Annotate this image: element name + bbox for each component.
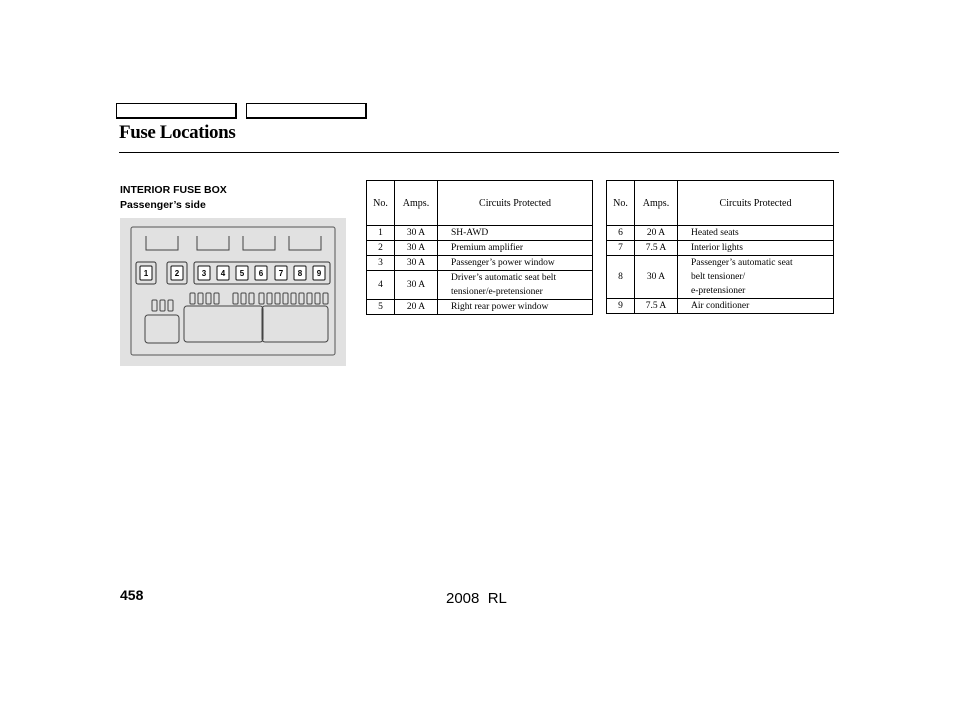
fuse-number: 7: [607, 241, 635, 256]
table-row: [607, 226, 834, 241]
fuse-label-8: 8: [297, 269, 303, 278]
table-header-row: [607, 181, 834, 226]
fuse-amps: 20 A: [635, 226, 678, 241]
fuse-circuit: Premium amplifier: [438, 241, 593, 256]
section-subheading: Passenger’s side: [120, 199, 206, 211]
table-row: [367, 226, 593, 241]
fuse-number: 4: [367, 271, 395, 300]
nav-tab-previous[interactable]: [116, 103, 237, 119]
fuse-label-1: 1: [143, 269, 149, 278]
fuse-circuit: Heated seats: [678, 226, 834, 241]
column-header-circuits: Circuits Protected: [678, 181, 834, 226]
model-label: 2008 RL: [446, 590, 507, 607]
fuse-amps: 30 A: [395, 241, 438, 256]
table-header-row: [367, 181, 593, 226]
table-row: [607, 299, 834, 314]
fuse-label-5: 5: [239, 269, 245, 278]
fuse-number: 8: [607, 256, 635, 299]
column-header-amps: Amps.: [635, 181, 678, 226]
table-row: [367, 300, 593, 315]
fuse-circuit: Passenger’s power window: [438, 256, 593, 271]
fuse-label-4: 4: [220, 269, 226, 278]
page-number: 458: [120, 587, 144, 603]
fuse-number: 1: [367, 226, 395, 241]
column-header-circuits: Circuits Protected: [438, 181, 593, 226]
column-header-no: No.: [607, 181, 635, 226]
fuse-label-3: 3: [201, 269, 207, 278]
fuse-label-6: 6: [258, 269, 264, 278]
fuse-circuit-line: Driver’s automatic seat belt: [451, 273, 557, 283]
fuse-circuit: [678, 256, 834, 299]
fuse-amps: 7.5 A: [635, 241, 678, 256]
fuse-circuit: SH-AWD: [438, 226, 593, 241]
fuse-table-1-5: [366, 180, 593, 315]
fuse-circuit: Air conditioner: [678, 299, 834, 314]
fuse-circuit: [438, 271, 593, 300]
fuse-amps: 7.5 A: [635, 299, 678, 314]
fuse-circuit-line: tensioner/e-pretensioner: [451, 287, 543, 297]
fuse-number: 3: [367, 256, 395, 271]
fuse-label-2: 2: [174, 269, 180, 278]
fuse-label-7: 7: [278, 269, 284, 278]
fuse-number: 5: [367, 300, 395, 315]
fuse-circuit: Interior lights: [678, 241, 834, 256]
table-row: [367, 256, 593, 271]
column-header-amps: Amps.: [395, 181, 438, 226]
table-row: [367, 271, 593, 300]
column-header-no: No.: [367, 181, 395, 226]
fuse-circuit-line: belt tensioner/: [691, 272, 746, 282]
fuse-amps: 30 A: [395, 226, 438, 241]
title-rule: [119, 152, 839, 153]
section-heading-block: [120, 183, 227, 213]
fuse-amps: 30 A: [395, 256, 438, 271]
fuse-number: 6: [607, 226, 635, 241]
fuse-table-6-9: [606, 180, 834, 314]
fuse-circuit-line: e-pretensioner: [691, 286, 746, 296]
page-title: Fuse Locations: [119, 122, 236, 143]
fuse-circuit: Right rear power window: [438, 300, 593, 315]
fuse-circuit-line: Passenger’s automatic seat: [691, 258, 793, 268]
fuse-box-illustration: [120, 218, 346, 366]
fuse-box-diagram: [120, 218, 346, 366]
fuse-number: 2: [367, 241, 395, 256]
fuse-number: 9: [607, 299, 635, 314]
fuse-label-9: 9: [316, 269, 322, 278]
section-heading: INTERIOR FUSE BOX: [120, 184, 227, 196]
fuse-amps: 30 A: [635, 256, 678, 299]
table-row: [607, 256, 834, 299]
fuse-amps: 30 A: [395, 271, 438, 300]
nav-tab-next[interactable]: [246, 103, 367, 119]
table-row: [607, 241, 834, 256]
table-row: [367, 241, 593, 256]
fuse-amps: 20 A: [395, 300, 438, 315]
